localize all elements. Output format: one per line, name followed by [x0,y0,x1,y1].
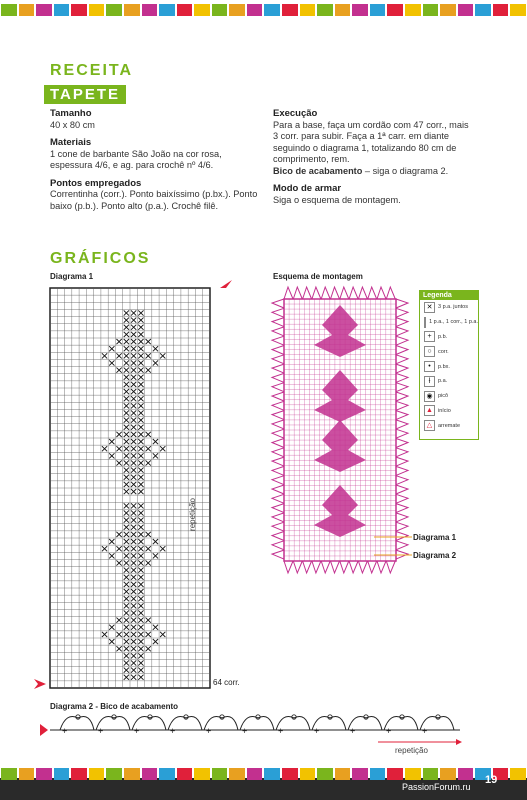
legend-label: p.a. [438,378,448,385]
materiais-title: Materiais [50,137,92,148]
caption-diagrama-1: Diagrama 1 [50,272,94,281]
svg-text:+: + [314,726,320,736]
page-number: 19 [485,774,498,786]
svg-text:+: + [278,726,284,736]
diagram-1-chart [50,288,210,688]
caption-repeticao-edging: repetição [395,746,428,755]
top-color-stripe [0,4,527,16]
legend-symbol-icon: ✕ [424,302,435,313]
legend-label: arremate [438,422,461,429]
svg-text:+: + [242,726,248,736]
execucao-text: Para a base, faça um cordão com 47 corr., mais 3 corr. para subir. Faça a 1ª carr. em diante seguindo o diagrama 1, totalizando 80 cm de comprimento, rem. [273,119,469,164]
legend-item [420,389,478,404]
legend-item [420,315,478,330]
svg-text:+: + [350,726,356,736]
legend-symbol-icon: + [424,331,435,342]
svg-text:+: + [98,726,104,736]
legend-box [419,290,479,440]
legend-label: p.bx. [438,363,450,370]
legend-symbol-icon: • [424,361,435,372]
svg-text:+: + [422,726,428,736]
pontos-text: Correntinha (corr.). Ponto baixíssimo (p.bx.). Ponto baixo (p.b.). Ponto alto (p.a.). Crochê filê. [50,189,258,211]
heading-receita: RECEITA [50,62,134,79]
heading-tapete: TAPETE [44,85,126,104]
execucao-title: Execução [273,108,318,119]
legend-symbol-icon: ƚ [424,376,435,387]
caption-repeticao-vertical: repetição [187,498,197,531]
legend-item [420,418,478,433]
legend-item [420,300,478,315]
legend-item [420,374,478,389]
caption-scheme-diagrama-1: Diagrama 1 [413,533,457,542]
legend-label: p.b. [438,333,448,340]
legend-item [420,330,478,345]
legend-label: corr. [438,348,449,355]
modo-title: Modo de armar [273,183,342,194]
materiais-text: 1 cone de barbante São João na cor rosa, espessura 4/6, e ag. para crochê nº 4/6. [50,148,222,170]
caption-scheme-diagrama-2: Diagrama 2 [413,551,457,560]
start-arrow-icon [218,278,234,290]
modo-text: Siga o esquema de montagem. [273,194,401,205]
legend-item [420,404,478,419]
legend-symbol-icon: ○ [424,346,435,357]
legend-symbol-icon: △ [424,420,435,431]
left-column [50,108,260,218]
legend-label: 3 p.a. juntos [438,304,468,311]
svg-text:+: + [170,726,176,736]
legend-symbol-icon: ▲ [424,405,435,416]
caption-diagrama-2: Diagrama 2 - Bico de acabamento [50,702,179,711]
scheme-pointer-lines [372,530,422,560]
tamanho-title: Tamanho [50,108,92,119]
legend-item [420,359,478,374]
svg-text:+: + [134,726,140,736]
heading-graficos: GRÁFICOS [50,250,151,267]
svg-text:+: + [206,726,212,736]
bottom-color-stripe [0,768,527,780]
tamanho-text: 40 x 80 cm [50,119,95,130]
legend-item [420,344,478,359]
legend-label: picô [438,393,449,400]
right-column [273,108,473,212]
caption-64-corr: 64 corr. [213,678,240,687]
pontos-title: Pontos empregados [50,177,142,189]
legend-title: Legenda [420,291,478,300]
caption-esquema: Esquema de montagem [273,272,363,281]
legend-symbol-icon [424,317,426,328]
svg-text:+: + [62,726,68,736]
end-arrow-icon [32,678,48,690]
bico-text: Bico de acabamento – siga o diagrama 2. [273,165,449,176]
legend-label: início [438,407,451,414]
svg-text:+: + [386,726,392,736]
brand-watermark: PassionForum.ru [402,782,471,792]
legend-label: 1 p.a., 1 corr., 1 p.a. [429,319,478,326]
legend-symbol-icon: ◉ [424,391,435,402]
